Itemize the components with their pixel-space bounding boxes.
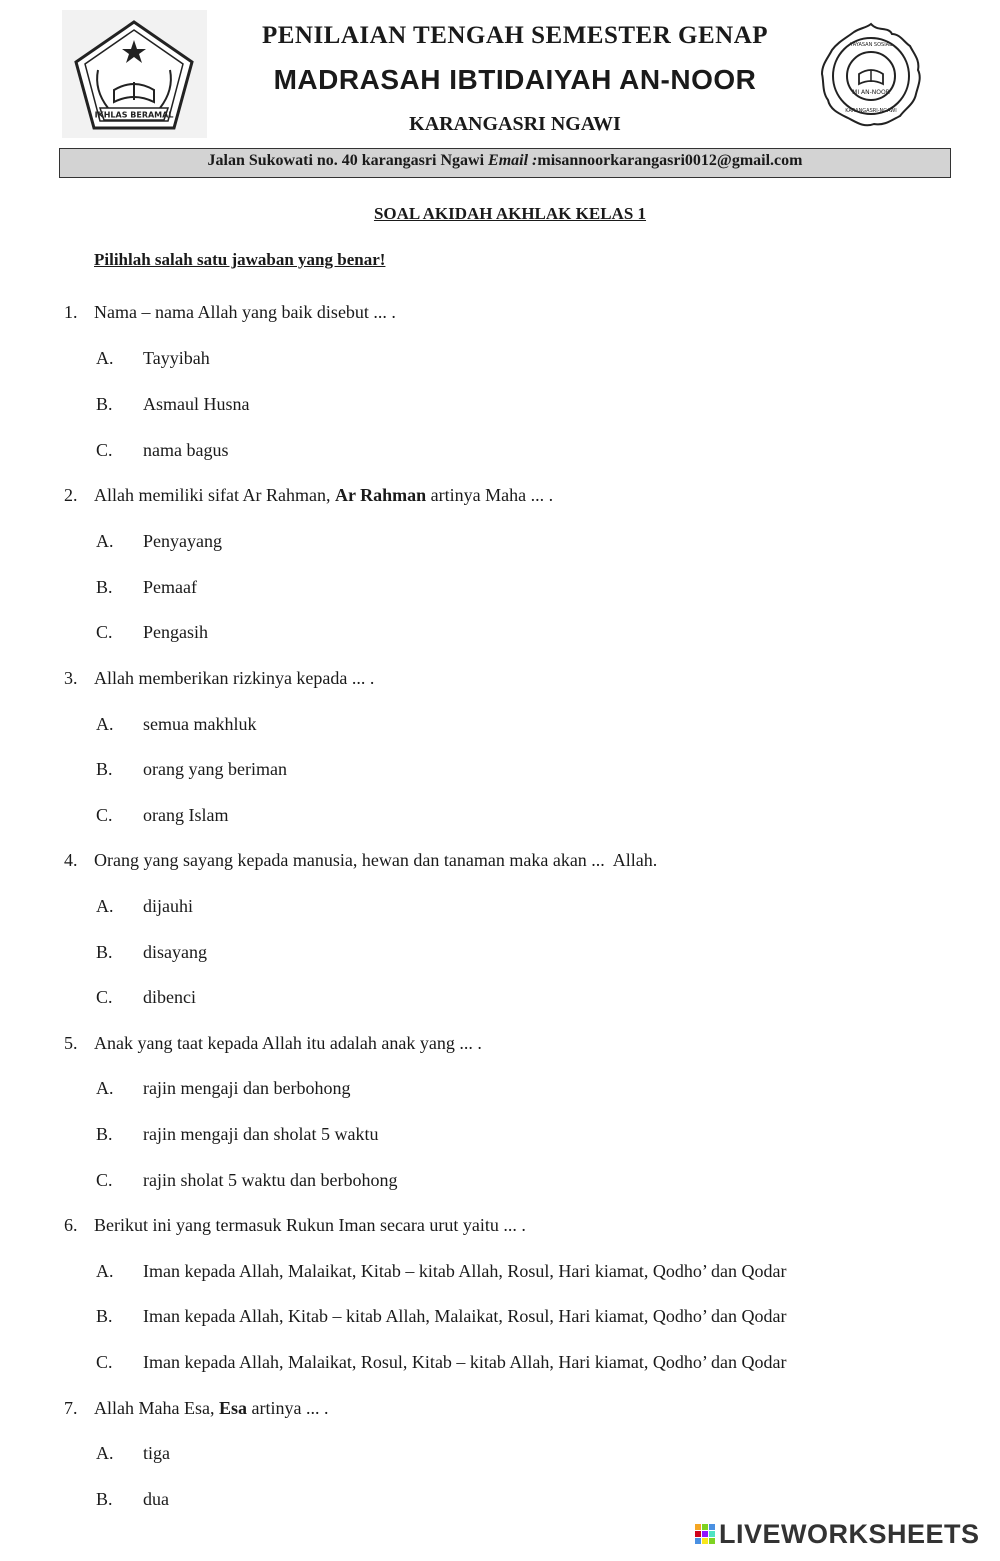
question-5: 5. Anak yang taat kepada Allah itu adalah anak yang ... . — [64, 1033, 482, 1053]
svg-text:KARANGASRI-NGAWI: KARANGASRI-NGAWI — [845, 108, 897, 114]
question-5-option-a[interactable]: A. rajin mengaji dan berbohong — [96, 1078, 351, 1098]
email-label: Email : — [488, 152, 538, 169]
header-line-1: PENILAIAN TENGAH SEMESTER GENAP — [261, 22, 769, 49]
logo-right — [816, 20, 926, 132]
question-1-option-a[interactable]: A. Tayyibah — [96, 348, 210, 368]
question-3-option-a[interactable]: A. semua makhluk — [96, 714, 257, 734]
question-5-option-b[interactable]: B. rajin mengaji dan sholat 5 waktu — [96, 1124, 379, 1144]
question-2-option-c[interactable]: C. Pengasih — [96, 622, 208, 642]
instruction: Pilihlah salah satu jawaban yang benar! — [94, 250, 386, 269]
question-1-option-b[interactable]: B. Asmaul Husna — [96, 394, 250, 414]
question-5-option-c[interactable]: C. rajin sholat 5 waktu dan berbohong — [96, 1170, 398, 1190]
question-2-option-a[interactable]: A. Penyayang — [96, 531, 222, 551]
question-1-option-c[interactable]: C. nama bagus — [96, 440, 229, 460]
question-7-option-a[interactable]: A. tiga — [96, 1443, 170, 1463]
question-6-option-c[interactable]: C. Iman kepada Allah, Malaikat, Rosul, Kitab – kitab Allah, Hari kiamat, Qodho’ dan Qodar — [96, 1352, 787, 1372]
question-3: 3. Allah memberikan rizkinya kepada ... . — [64, 668, 375, 688]
document-title: SOAL AKIDAH AKHLAK KELAS 1 — [373, 204, 647, 223]
school-name: MADRASAH IBTIDAIYAH AN-NOOR — [273, 64, 757, 95]
question-7: 7. Allah Maha Esa, Esa artinya ... . — [64, 1398, 329, 1418]
question-6: 6. Berikut ini yang termasuk Rukun Iman secara urut yaitu ... . — [64, 1215, 526, 1235]
question-4-option-c[interactable]: C. dibenci — [96, 987, 196, 1007]
question-text: Nama – nama Allah yang baik disebut ... . — [94, 302, 396, 322]
svg-text:MI AN-NOOR: MI AN-NOOR — [852, 89, 890, 96]
question-4-option-b[interactable]: B. disayang — [96, 942, 207, 962]
header-line-3: KARANGASRI NGAWI — [409, 113, 621, 135]
question-4-option-a[interactable]: A. dijauhi — [96, 896, 193, 916]
question-6-option-a[interactable]: A. Iman kepada Allah, Malaikat, Kitab – kitab Allah, Rosul, Hari kiamat, Qodho’ dan Qodar — [96, 1261, 787, 1281]
liveworksheets-watermark: LIVEWORKSHEETS — [694, 1519, 980, 1550]
address-bar — [59, 148, 951, 178]
email-address: misannoorkarangasri0012@gmail.com — [537, 152, 803, 169]
logo-left — [62, 10, 207, 138]
logo-left-text: IKHLAS BERAMAL — [94, 110, 174, 120]
question-2: 2. Allah memiliki sifat Ar Rahman, Ar Rahman artinya Maha ... . — [64, 485, 554, 505]
question-4: 4. Orang yang sayang kepada manusia, hewan dan tanaman maka akan ... Allah. — [64, 850, 658, 870]
question-1: 1. Nama – nama Allah yang baik disebut ... . — [64, 302, 396, 322]
question-7-option-b[interactable]: B. dua — [96, 1489, 169, 1509]
liveworksheets-logo-icon — [694, 1521, 716, 1543]
question-3-option-c[interactable]: C. orang Islam — [96, 805, 229, 825]
address-text: Jalan Sukowati no. 40 karangasri Ngawi — [207, 152, 489, 169]
question-3-option-b[interactable]: B. orang yang beriman — [96, 759, 287, 779]
question-6-option-b[interactable]: B. Iman kepada Allah, Kitab – kitab Allah, Malaikat, Rosul, Hari kiamat, Qodho’ dan Qodar — [96, 1306, 787, 1326]
svg-text:YAYASAN SOSIAL: YAYASAN SOSIAL — [850, 42, 892, 48]
question-2-option-b[interactable]: B. Pemaaf — [96, 577, 197, 597]
